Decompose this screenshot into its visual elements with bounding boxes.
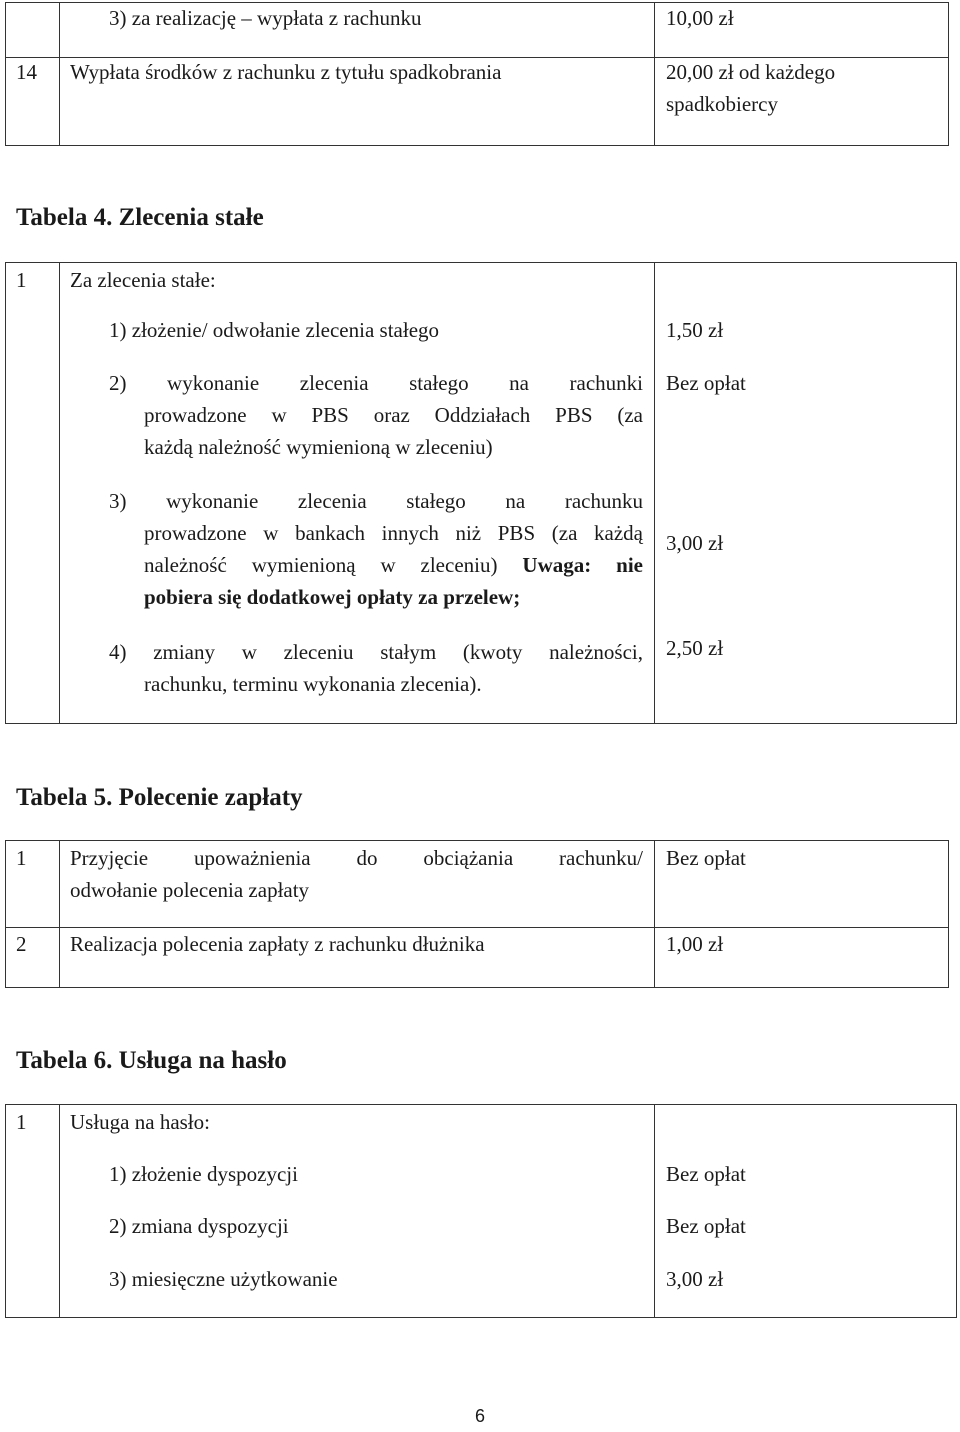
list-item: 4) zmiany w zleceniu stałym (kwoty należności, rachunku, terminu wykonania zlecenia). — [109, 640, 643, 696]
row-number: 1 — [16, 846, 27, 870]
fee-value: 2,50 zł — [666, 636, 724, 660]
row-label: Przyjęcie upoważnienia do obciążania rachunku/ odwołanie polecenia zapłaty — [70, 846, 643, 902]
table-heading: Tabela 6. Usługa na hasło — [16, 1047, 287, 1074]
table-heading: Tabela 5. Polecenie zapłaty — [16, 784, 303, 811]
column-divider — [654, 841, 655, 987]
list-item: 2) wykonanie zlecenia stałego na rachunki prowadzone w PBS oraz Oddziałach PBS (za każdą należność wymienioną w zleceniu) — [109, 371, 643, 459]
row-item-fee: 10,00 zł — [666, 6, 734, 30]
table-heading: Tabela 4. Zlecenia stałe — [16, 204, 264, 231]
column-divider — [59, 263, 60, 723]
row-fee: 20,00 zł od każdego — [666, 60, 836, 84]
fee-value: 3,00 zł — [666, 1267, 724, 1291]
section-title: Za zlecenia stałe: — [70, 268, 216, 292]
fee-value: Bez opłat — [666, 371, 746, 395]
fee-value: Bez opłat — [666, 846, 746, 870]
fee-value: 3,00 zł — [666, 531, 724, 555]
row-label: Wypłata środków z rachunku z tytułu spadkobrania — [70, 60, 502, 84]
section-title: Usługa na hasło: — [70, 1110, 210, 1134]
row-number: 14 — [16, 60, 37, 84]
fee-value: 1,00 zł — [666, 932, 724, 956]
list-item: 1) złożenie dyspozycji — [109, 1162, 298, 1186]
row-fee-continued: spadkobiercy — [666, 92, 778, 116]
row-number: 2 — [16, 932, 27, 956]
column-divider — [654, 3, 655, 145]
row-number: 1 — [16, 1110, 27, 1134]
fee-value: Bez opłat — [666, 1214, 746, 1238]
list-item: 3) miesięczne użytkowanie — [109, 1267, 338, 1291]
fee-value: 1,50 zł — [666, 318, 724, 342]
column-divider — [59, 1105, 60, 1317]
list-item: 3) wykonanie zlecenia stałego na rachunku prowadzone w bankach innych niż PBS (za każdą należność wymienioną w zleceniu) Uwaga: nie pobiera się dodatkowej opłaty za przelew; — [109, 489, 643, 609]
column-divider — [59, 841, 60, 987]
row-label: Realizacja polecenia zapłaty z rachunku dłużnika — [70, 932, 485, 956]
note-label: Uwaga: nie — [522, 553, 643, 577]
list-item: 2) zmiana dyspozycji — [109, 1214, 289, 1238]
column-divider — [654, 1105, 655, 1317]
row-item-label: 3) za realizację – wypłata z rachunku — [109, 6, 422, 30]
column-divider — [59, 3, 60, 145]
list-item: 1) złożenie/ odwołanie zlecenia stałego — [109, 318, 440, 342]
column-divider — [654, 263, 655, 723]
row-number: 1 — [16, 268, 27, 292]
fee-value: Bez opłat — [666, 1162, 746, 1186]
line-text: należność wymienioną w zleceniu) — [144, 553, 498, 577]
page-number: 6 — [474, 1406, 485, 1426]
